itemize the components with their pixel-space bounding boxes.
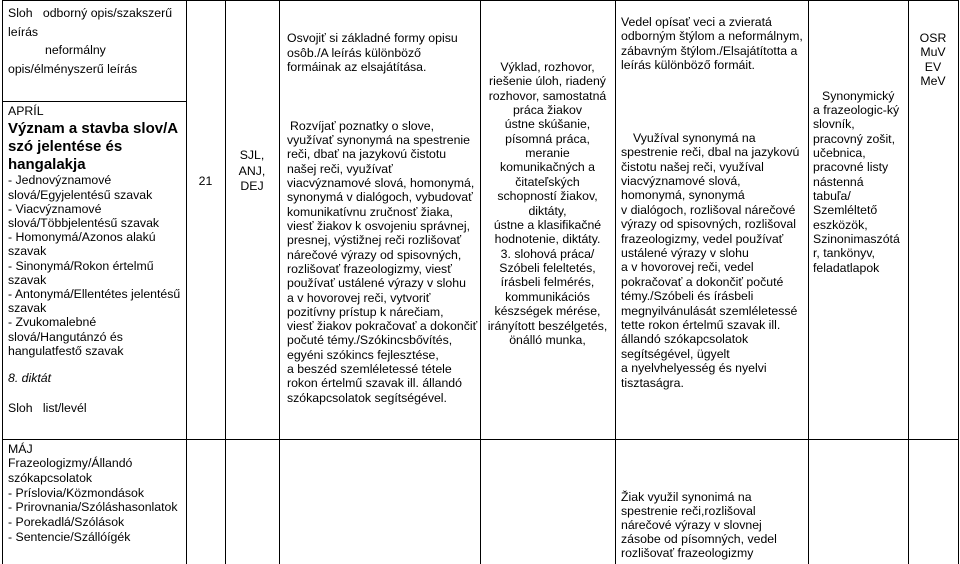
goals-body-line: rozlišovať frazeologizmy, viesť (287, 261, 452, 276)
topic-heading-line: opis/élményszerű leírás (8, 61, 138, 76)
outcomes-body-line: homonymá, synonymá (621, 188, 745, 203)
resources-line: r, tankönyv, (813, 246, 875, 261)
subject-code: SJL, (239, 148, 265, 162)
cross-curricular-cell (908, 0, 958, 439)
outcomes-body-line: rozlišovať frazeologizmy (621, 546, 754, 560)
outcomes-body-line: frazeologizmy, vedel používať (621, 231, 784, 246)
outcomes-body-line: segítségével, ügyelt (621, 346, 730, 361)
subject-code: DEJ (240, 179, 264, 193)
topic-item-line: szavak (8, 301, 47, 316)
goals-body-line: pozitívny prístup k nárečiam, (287, 304, 444, 319)
topic-item-line: - Zvukomalebné (8, 315, 97, 330)
goals-body-line: rokon értelmű szavak ill. állandó (287, 376, 462, 391)
topic-item-line: slová/Egyjelentésű szavak (8, 187, 153, 202)
resources-line: Szemléltető (813, 203, 878, 218)
topic-cell (2, 0, 186, 439)
methods-line: čitateľských (515, 174, 580, 189)
topic-item-line: - Homonymá/Azonos alakú (8, 230, 156, 245)
hours-value: 21 (198, 174, 213, 188)
topic-heading-line: neformálny (45, 43, 106, 57)
methods-line: készségek mérése, (494, 304, 601, 319)
topic-title-line: hangalakja (8, 156, 86, 173)
outcomes-body-line: a v hovorovej reči, vedel (621, 260, 754, 275)
topic-item-list (8, 173, 180, 358)
resources-line: pracovný zošit, (813, 131, 896, 146)
goals-body-line: reči, dbať na jazykovú čistotu (287, 147, 447, 162)
topic-item-line: Frazeologizmy/Állandó (8, 456, 133, 471)
month-label: APRÍL (8, 104, 44, 118)
methods-line: diktáty, (528, 203, 567, 218)
topic-heading (8, 4, 172, 78)
topic-item-line: szókapcsolatok (8, 471, 93, 485)
outcomes-intro-line: leírás különböző formáit. (621, 58, 755, 73)
resources-line: a frazeologic-ký (813, 103, 900, 118)
outcomes-body-line: pokračovať a dokončiť počuté (621, 274, 784, 289)
outcomes-body-line: viacvýznamové slová, (621, 174, 741, 189)
resources-line: eszközök, (813, 217, 868, 232)
goals-body-line: viesť žiakov pokračovať a dokončiť (287, 319, 478, 334)
outcomes-body-line: a nyelvhelyesség és nyelvi (621, 361, 767, 376)
topic-item-line: slová/Hangutánzó és (8, 329, 123, 344)
methods-line: irányított beszélgetés, (487, 318, 608, 333)
topic-item-line: slová/Többjelentésű szavak (8, 216, 160, 230)
outcomes-body-line: témy./Szóbeli és írásbeli (621, 289, 754, 304)
outcomes-intro-line: Vedel opísať veci a zvieratá (621, 14, 772, 29)
goals-body-line: szókapcsolatok segítségével. (287, 390, 447, 405)
goals-body-line: synonymá v dialógoch, vybudovať (287, 190, 473, 205)
goals-intro-line: formáinak az elsajátítása. (287, 60, 427, 74)
resources-line: Synonymický (822, 88, 895, 103)
composition-label: Sloh list/levél (8, 401, 87, 415)
cross-curricular-code: OSR (919, 30, 947, 45)
outcomes-body-line: v dialógoch, rozlišoval nárečové (621, 202, 796, 217)
goals-intro (287, 31, 458, 75)
goals-body-line: využívať synonymá na spestrenie (287, 133, 471, 148)
methods-line: 3. slohová práca/ (500, 246, 595, 261)
topic-heading-line: Sloh odborný opis/szakszerű (8, 6, 173, 20)
methods-line: írásbeli felmérés, (500, 275, 595, 290)
outcomes-body-line: megnyilvánulását szemléletessé (621, 303, 798, 318)
outcomes-body (621, 490, 777, 560)
outcomes-body-line: tette rokon értelmű szavak ill. (621, 318, 781, 333)
methods-line: meranie (525, 146, 570, 161)
month-label: MÁJ (8, 441, 33, 456)
subject-code: ANJ, (238, 163, 266, 178)
outcomes-body-line: čistotu našej reči, využíval (621, 159, 764, 174)
goals-body (287, 119, 477, 405)
methods-line: písomná práca, (505, 131, 590, 146)
outcomes-body-line: Žiak využil synonimá na (621, 490, 752, 504)
outcomes-intro (621, 15, 803, 73)
outcomes-body-line: nárečové výrazy v slovnej (621, 518, 762, 532)
goals-body-line: viesť žiakov k osvojeniu správnej, (287, 218, 471, 233)
resources-line: nástenná (813, 174, 864, 189)
topic-item-line: szavak (8, 272, 47, 287)
resources-cell (808, 0, 908, 439)
methods-line: kommunikációs (505, 289, 590, 304)
dictation-label: 8. diktát (8, 371, 52, 385)
resources-line: tabuľa/ (813, 189, 851, 204)
outcomes-cell (615, 439, 808, 564)
topic-item-line: - Príslovia/Közmondások (8, 485, 145, 500)
topic-item-line: - Antonymá/Ellentétes jelentésű (8, 287, 181, 302)
goals-body-line: nárečové výrazy od spisovných, (287, 247, 462, 262)
resources-text (813, 89, 900, 275)
topic-title-line: szó jelentése és (8, 138, 123, 155)
methods-cell (480, 0, 615, 439)
goals-body-line: Rozvíjať poznatky o slove, (290, 118, 435, 133)
topic-title-line: Význam a stavba slov/A (8, 120, 179, 137)
methods-line: hodnotenie, diktáty. (494, 232, 601, 247)
column-divider (958, 0, 959, 564)
methods-text (480, 60, 615, 348)
topic-item-list (8, 456, 178, 544)
outcomes-cell (615, 0, 808, 439)
methods-line: Szóbeli feleltetés, (499, 261, 596, 276)
outcomes-intro-line: odborným štýlom a neformálnym, (621, 29, 803, 44)
goals-body-line: používať ustálené výrazy v slohu (287, 276, 466, 291)
topic-item-line: - Prirovnania/Szóláshasonlatok (8, 500, 178, 515)
goals-body-line: komunikatívnu zručnosť žiaka, (287, 204, 453, 219)
topic-heading-line: leírás (8, 24, 39, 39)
methods-line: riešenie úloh, riadený (489, 74, 606, 89)
goals-body-line: a beszéd szemléletessé tétele (287, 362, 452, 377)
methods-line: komunikačných a (499, 160, 595, 175)
goals-body-line: a v hovorovej reči, vytvoriť (287, 290, 431, 305)
topic-item-line: - Sentencie/Szállóígék (8, 529, 131, 544)
outcomes-body-line: állandó szókapcsolatok (621, 332, 749, 347)
methods-line: önálló munka, (509, 332, 586, 347)
topic-item-line: szavak (8, 244, 47, 259)
topic-cell (2, 439, 186, 564)
outcomes-body-line: spestrenie reči, dbal na jazykovú (621, 145, 800, 160)
outcomes-body-line: výrazy od spisovných, rozlišoval (621, 217, 796, 232)
resources-line: slovník, (813, 117, 855, 132)
methods-line: ústne a klasifikačné (493, 217, 602, 232)
goals-cell (279, 0, 480, 439)
goals-intro-line: Osvojiť si základné formy opisu (287, 31, 458, 45)
goals-body-line: našej reči, využívať (287, 161, 393, 176)
outcomes-body-line: tisztaságra. (621, 375, 684, 390)
resources-line: pracovné listy (813, 160, 889, 175)
cross-curricular-list (908, 31, 958, 89)
topic-item-line: - Jednovýznamové (8, 173, 112, 188)
topic-title (8, 120, 178, 174)
topic-item-line: - Viacvýznamové (8, 201, 102, 216)
goals-body-line: egyéni szókincs fejlesztése, (287, 347, 439, 362)
methods-line: ústne skúšanie, (504, 117, 591, 132)
subjects-cell (225, 0, 279, 439)
methods-line: Výklad, rozhovor, (500, 59, 595, 74)
cross-curricular-code: MeV (920, 74, 946, 89)
topic-item-line: - Sinonymá/Rokon értelmű (8, 258, 154, 273)
cross-curricular-code: MuV (920, 45, 946, 60)
resources-line: Szinonimaszótá (813, 232, 900, 247)
resources-line: učebnica, (813, 146, 866, 161)
cross-curricular-code: EV (924, 59, 942, 74)
outcomes-body-line: ustálené výrazy v slohu (621, 246, 749, 261)
topic-item-line: - Porekadlá/Szólások (8, 515, 125, 530)
outcomes-body-line: Využíval synonymá na (633, 130, 756, 145)
outcomes-body-line: spestrenie reči,rozlišoval (621, 504, 756, 518)
outcomes-intro-line: zábavným štýlom./Elsajátította a (621, 43, 798, 58)
methods-line: schopností žiakov, (497, 189, 598, 204)
goals-body-line: počuté témy./Szókincsbővítés, (287, 333, 453, 348)
hours-cell (186, 0, 225, 439)
resources-line: feladatlapok (813, 260, 880, 275)
methods-line: rozhovor, samostatná (488, 88, 607, 103)
methods-line: práca žiakov (512, 102, 583, 117)
goals-body-line: presnej, výstižnej reči rozlišovať (287, 233, 462, 248)
topic-item-line: hangulatfestő szavak (8, 343, 124, 358)
outcomes-body (621, 131, 799, 390)
goals-body-line: viacvýznamové slová, homonymá, (287, 176, 475, 191)
subjects-list (225, 148, 279, 195)
outcomes-body-line: zásobe od písomných, vedel (621, 532, 777, 546)
goals-intro-line: osôb./A leírás különböző (287, 45, 421, 60)
